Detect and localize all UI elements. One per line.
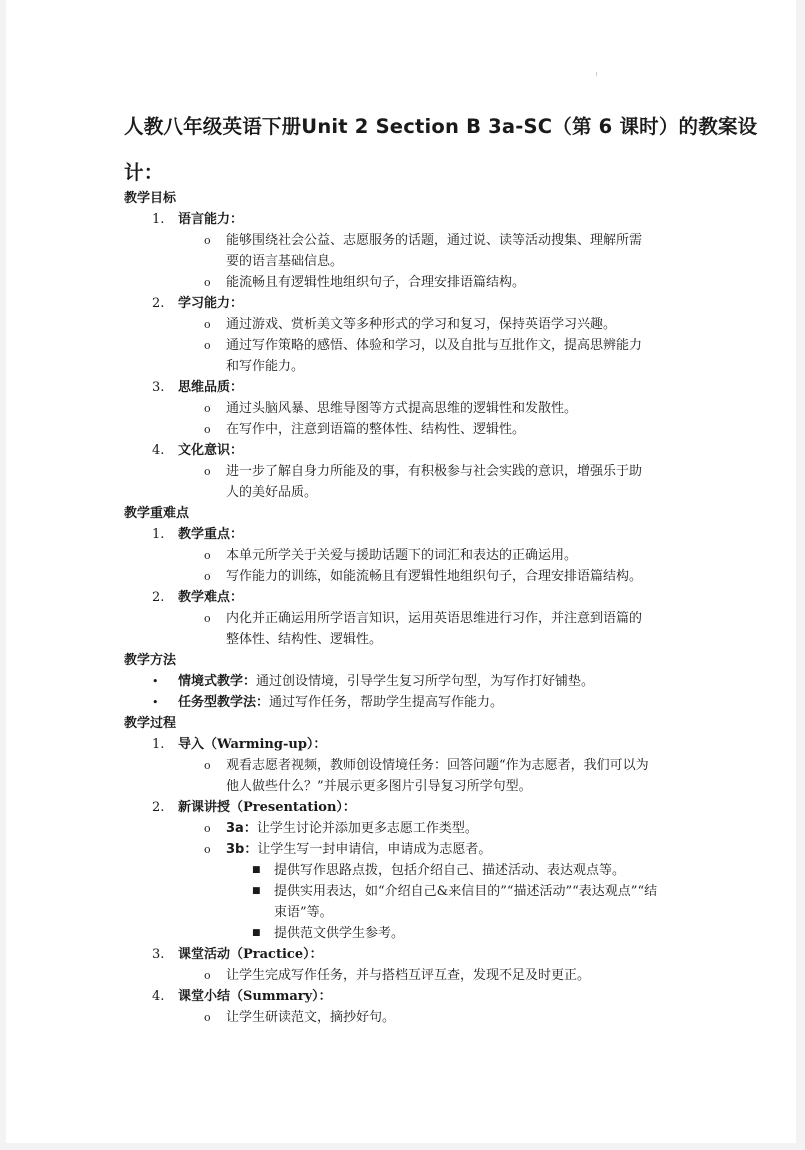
document-page [6,0,796,1143]
sub-item-line: 写作能力的训练，如能流畅且有逻辑性地组织句子，合理安排语篇结构。 [226,569,643,584]
list-item [124,440,689,461]
circle-bullet-icon: o [204,339,211,352]
list-item [124,587,689,608]
title-line-1: 人教八年级英语下册Unit 2 Section B 3a-SC（第 6 课时）的教案设 [124,115,758,138]
item-number: 2. [152,590,165,605]
item-label: 语言能力： [178,212,244,227]
circle-bullet-icon: o [204,759,211,772]
sub-item-line: 让学生研读范文，摘抄好句。 [226,1010,396,1025]
sub-item-line: 内化并正确运用所学语言知识，运用英语思维进行习作，并注意到语篇的 [226,611,643,626]
item-label: 教学难点： [178,590,244,605]
circle-bullet-icon: o [204,969,211,982]
sub-item [204,839,689,860]
sub-item-line: 进一步了解自身力所能及的事，有积极参与社会实践的意识，增强乐于助 [226,464,643,479]
circle-bullet-icon: o [204,843,211,856]
square-bullet-icon: ■ [252,928,261,938]
item-number: 4. [152,989,165,1004]
sub-item-line: 在写作中，注意到语篇的整体性、结构性、逻辑性。 [226,422,526,437]
sub-item-tag: 3a： [226,821,257,836]
circle-bullet-icon: o [204,570,211,583]
circle-bullet-icon: o [204,402,211,415]
sub-item-line: 通过头脑风暴、思维导图等方式提高思维的逻辑性和发散性。 [226,401,578,416]
sub-item-tag: 3b： [226,842,258,857]
item-label: 教学重点： [178,527,244,542]
sub-sub-item [252,923,689,944]
list-item [124,734,689,755]
sub-item [204,398,689,419]
item-label: 文化意识： [178,443,244,458]
sub-item [204,419,689,440]
section-heading-process: 教学过程 [124,716,177,731]
list-item [124,293,689,314]
item-label: 导入（Warming-up）： [178,737,327,752]
sub-sub-item-line: 束语”等。 [274,905,333,920]
sub-sub-item [252,860,689,881]
item-label: 新课讲授（Presentation）： [178,800,356,815]
sub-item-line: 整体性、结构性、逻辑性。 [226,632,383,647]
sub-item [204,335,689,377]
item-label: 思维品质： [178,380,244,395]
sub-item-line: 本单元所学关于关爱与援助话题下的词汇和表达的正确运用。 [226,548,578,563]
circle-bullet-icon: o [204,276,211,289]
sub-sub-item [252,881,689,923]
sub-item-line: 他人做些什么？”并展示更多图片引导复习所学句型。 [226,779,532,794]
sub-item [204,272,689,293]
sub-item [204,314,689,335]
sub-item [204,965,689,986]
sub-item [204,1007,689,1028]
circle-bullet-icon: o [204,549,211,562]
method-label: 任务型教学法： [178,695,270,710]
method-label: 情境式教学： [178,674,257,689]
section-heading-methods: 教学方法 [124,653,177,668]
sub-item [204,230,689,272]
square-bullet-icon: ■ [252,886,261,896]
list-item [124,209,689,230]
circle-bullet-icon: o [204,822,211,835]
sub-item-line: 通过游戏、赏析美文等多种形式的学习和复习，保持英语学习兴趣。 [226,317,617,332]
sub-sub-item-line: 提供实用表达，如“介绍自己&来信目的”“描述活动”“表达观点”“结 [274,884,658,899]
item-label: 课堂活动（Practice）： [178,947,323,962]
bullet-icon: • [152,675,159,688]
title-line-2: 计： [124,161,164,184]
circle-bullet-icon: o [204,1011,211,1024]
item-label: 课堂小结（Summary）： [178,989,332,1004]
sub-item [204,755,689,797]
sub-sub-item-line: 提供范文供学生参考。 [274,926,405,941]
item-number: 2. [152,296,165,311]
sub-item-line: 让学生讨论并添加更多志愿工作类型。 [256,821,478,836]
item-number: 3. [152,947,165,962]
item-number: 1. [152,737,165,752]
list-item [124,986,689,1007]
sub-item-line: 能够围绕社会公益、志愿服务的话题，通过说、读等活动搜集、理解所需 [226,233,643,248]
page-title [124,104,758,196]
square-bullet-icon: ■ [252,865,261,875]
circle-bullet-icon: o [204,423,211,436]
sub-item [204,545,689,566]
method-text: 通过写作任务，帮助学生提高写作能力。 [269,695,504,710]
document-body [124,188,689,1028]
section-heading-focus: 教学重难点 [124,506,190,521]
scan-mark [596,72,597,76]
sub-item-line: 人的美好品质。 [226,485,318,500]
bullet-icon: • [152,696,159,709]
item-label: 学习能力： [178,296,244,311]
sub-sub-item-line: 提供写作思路点拨，包括介绍自己、描述活动、表达观点等。 [274,863,626,878]
item-number: 1. [152,527,165,542]
circle-bullet-icon: o [204,234,211,247]
list-item [124,671,689,692]
item-number: 2. [152,800,165,815]
list-item [124,797,689,818]
item-number: 3. [152,380,165,395]
sub-item-line: 让学生写一封申请信，申请成为志愿者。 [257,842,492,857]
sub-item-line: 观看志愿者视频，教师创设情境任务：回答问题“作为志愿者，我们可以为 [226,758,649,773]
method-text: 通过创设情境，引导学生复习所学句型，为写作打好铺垫。 [256,674,595,689]
section-heading-goals: 教学目标 [124,191,177,206]
sub-item [204,566,689,587]
list-item [124,377,689,398]
sub-item [204,818,689,839]
list-item [124,944,689,965]
circle-bullet-icon: o [204,612,211,625]
circle-bullet-icon: o [204,318,211,331]
sub-item [204,608,689,650]
sub-item-line: 能流畅且有逻辑性地组织句子，合理安排语篇结构。 [226,275,526,290]
sub-item-line: 让学生完成写作任务，并与搭档互评互查，发现不足及时更正。 [226,968,591,983]
sub-item [204,461,689,503]
circle-bullet-icon: o [204,465,211,478]
item-number: 1. [152,212,165,227]
sub-item-line: 通过写作策略的感悟、体验和学习，以及自批与互批作文，提高思辨能力 [226,338,643,353]
sub-item-line: 要的语言基础信息。 [226,254,344,269]
list-item [124,524,689,545]
item-number: 4. [152,443,165,458]
list-item [124,692,689,713]
sub-item-line: 和写作能力。 [226,359,305,374]
